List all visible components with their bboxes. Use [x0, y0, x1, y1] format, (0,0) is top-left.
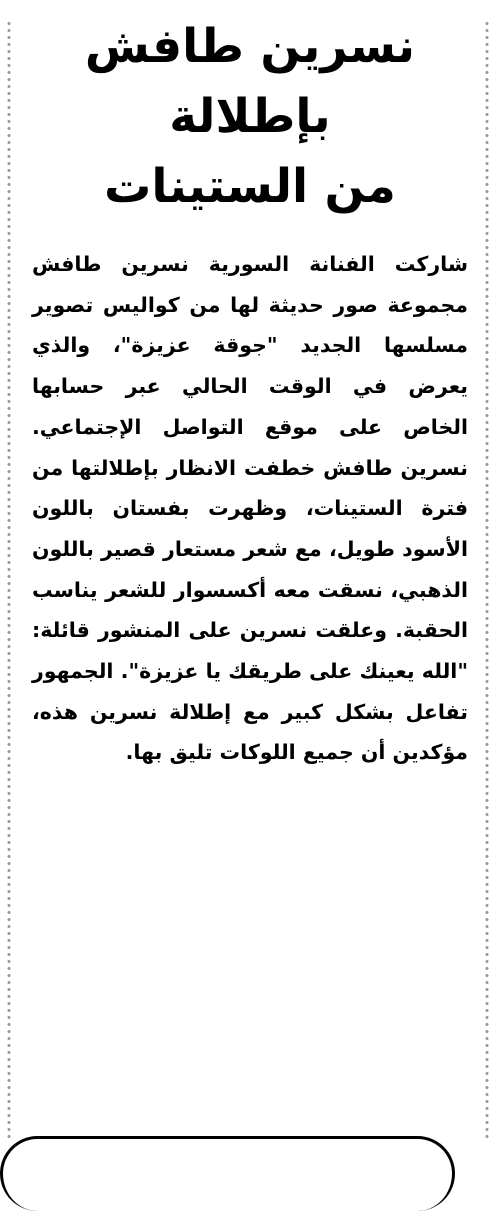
dotted-border-left [7, 20, 11, 1138]
headline-line-2: من الستينات [104, 159, 396, 214]
article-headline [32, 12, 468, 222]
next-article-frame [0, 1136, 455, 1211]
dotted-border-right [485, 20, 489, 1138]
article-body: شاركت الفنانة السورية نسرين طافش مجموعة صور حديثة لها من كواليس تصوير مسلسها الجديد "جوقة عزيزة"، والذي يعرض في الوقت الحالي عبر حسابها الخاص على موقع التواصل الإجتماعي. نسرين طافش خطفت الانظار بإطلالتها من فترة الستينات، وظهرت بفستان باللون الأسود طويل، مع شعر مستعار قصير باللون الذهبي، نسقت معه أكسسوار للشعر يناسب الحقبة. وعلقت نسرين على المنشور قائلة: "الله يعينك على طريقك يا عزيزة". الجمهور تفاعل بشكل كبير مع إطلالة نسرين هذه، مؤكدين أن جميع اللوكات تليق بها. [32, 252, 468, 765]
article-column [32, 12, 468, 773]
headline-line-1: نسرين طافش بإطلالة [84, 19, 416, 144]
